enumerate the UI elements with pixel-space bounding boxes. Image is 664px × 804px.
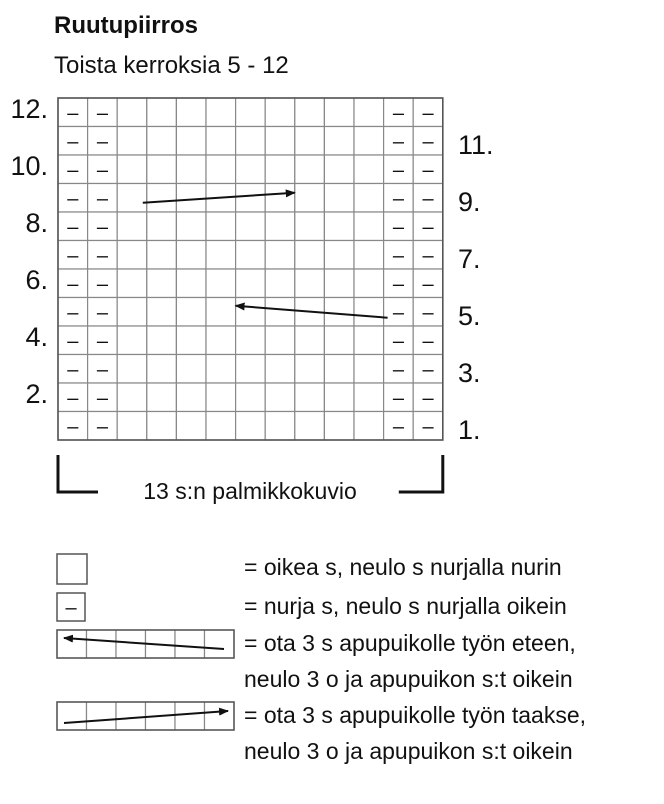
purl-symbol: – <box>422 301 434 324</box>
knit-cell <box>147 127 177 156</box>
knit-cell <box>206 298 236 327</box>
legend-cable-cell <box>175 702 205 730</box>
purl-symbol: – <box>96 216 108 239</box>
knit-cell <box>236 326 266 355</box>
purl-symbol: – <box>392 159 404 182</box>
legend-text: = nurja s, neulo s nurjalla oikein <box>244 593 567 619</box>
knit-cell <box>117 298 147 327</box>
knit-cell <box>236 241 266 270</box>
knit-cell <box>354 155 384 184</box>
row-label-right: 11. <box>458 129 494 160</box>
purl-symbol: – <box>422 330 434 353</box>
knit-cell <box>265 355 295 384</box>
knit-cell <box>295 269 325 298</box>
repeat-label <box>58 478 442 505</box>
knit-cell <box>354 383 384 412</box>
knit-cell <box>236 412 266 441</box>
knit-cell <box>236 212 266 241</box>
knit-cell <box>176 383 206 412</box>
knit-cell <box>324 298 354 327</box>
knit-cell <box>324 212 354 241</box>
purl-symbol: – <box>392 244 404 267</box>
knit-cell <box>147 412 177 441</box>
knit-cell <box>117 212 147 241</box>
knit-cell <box>324 155 354 184</box>
knit-cell <box>176 98 206 127</box>
purl-symbol: – <box>96 159 108 182</box>
knit-cell <box>147 326 177 355</box>
knit-cell <box>147 383 177 412</box>
knit-cell <box>117 383 147 412</box>
purl-symbol: – <box>67 330 79 353</box>
knit-cell <box>206 383 236 412</box>
knit-cell <box>265 212 295 241</box>
knit-cell <box>147 98 177 127</box>
knit-cell <box>206 127 236 156</box>
row-label-right: 1. <box>458 414 481 445</box>
purl-symbol: – <box>96 358 108 381</box>
knit-cell <box>206 326 236 355</box>
row-label-left: 6. <box>25 265 48 295</box>
purl-symbol: – <box>96 102 108 125</box>
knit-cell <box>206 412 236 441</box>
purl-symbol: – <box>67 358 79 381</box>
knit-cell <box>295 184 325 213</box>
chart-subtitle: Toista kerroksia 5 - 12 <box>54 52 289 79</box>
knit-cell <box>324 98 354 127</box>
knit-cell <box>117 98 147 127</box>
knit-cell <box>324 127 354 156</box>
purl-symbol: – <box>67 415 79 438</box>
purl-symbol: – <box>392 130 404 153</box>
purl-symbol: – <box>392 273 404 296</box>
purl-symbol: – <box>96 187 108 210</box>
knit-cell <box>354 184 384 213</box>
knit-cell <box>295 355 325 384</box>
row-label-right: 5. <box>458 300 481 331</box>
knit-cell <box>354 127 384 156</box>
knit-cell <box>176 269 206 298</box>
purl-symbol: – <box>67 159 79 182</box>
knit-cell <box>265 412 295 441</box>
legend-cable-cell <box>205 702 235 730</box>
purl-symbol: – <box>67 244 79 267</box>
knit-cell <box>324 412 354 441</box>
legend-text: = oikea s, neulo s nurjalla nurin <box>244 554 562 580</box>
knit-cell <box>354 269 384 298</box>
knit-cell <box>295 412 325 441</box>
knit-cell <box>117 241 147 270</box>
knit-cell <box>206 155 236 184</box>
knit-cell <box>295 383 325 412</box>
purl-symbol: – <box>67 102 79 125</box>
knit-cell <box>265 241 295 270</box>
knit-cell <box>324 383 354 412</box>
knit-cell <box>206 241 236 270</box>
knit-cell <box>117 355 147 384</box>
knit-cell <box>176 355 206 384</box>
knit-cell <box>147 241 177 270</box>
legend-text: neulo 3 o ja apupuikon s:t oikein <box>244 666 573 692</box>
chart-title: Ruutupiirros <box>54 12 198 39</box>
row-label-right: 7. <box>458 243 481 274</box>
purl-symbol: – <box>67 387 79 410</box>
purl-symbol: – <box>67 273 79 296</box>
legend-cable-cell <box>116 702 146 730</box>
legend-cable-cell <box>87 630 117 658</box>
knit-cell <box>295 155 325 184</box>
knit-cell <box>236 127 266 156</box>
knit-cell <box>295 212 325 241</box>
knit-cell <box>206 269 236 298</box>
knit-cell <box>117 127 147 156</box>
knit-cell <box>147 355 177 384</box>
purl-symbol: – <box>67 187 79 210</box>
knit-cell <box>176 127 206 156</box>
knit-cell <box>354 241 384 270</box>
knit-cell <box>147 212 177 241</box>
knit-cell <box>295 127 325 156</box>
knit-cell <box>117 184 147 213</box>
purl-symbol: – <box>422 187 434 210</box>
purl-symbol: – <box>96 415 108 438</box>
legend-cable-cell <box>57 630 87 658</box>
knit-cell <box>265 155 295 184</box>
repeat-label-text: 13 s:n palmikkokuvio <box>133 478 367 504</box>
purl-symbol: – <box>96 301 108 324</box>
purl-symbol: – <box>67 216 79 239</box>
knit-cell <box>117 269 147 298</box>
row-label-right: 3. <box>458 357 481 388</box>
purl-symbol: – <box>67 301 79 324</box>
knit-cell <box>324 355 354 384</box>
legend-cable-cell <box>175 630 205 658</box>
knit-cell <box>147 155 177 184</box>
purl-symbol: – <box>422 273 434 296</box>
knit-cell <box>265 184 295 213</box>
knit-cell <box>147 269 177 298</box>
purl-symbol: – <box>422 216 434 239</box>
knit-cell <box>324 184 354 213</box>
knit-cell <box>295 241 325 270</box>
row-label-left: 4. <box>25 322 48 352</box>
purl-symbol: – <box>392 415 404 438</box>
legend-cable-cell <box>205 630 235 658</box>
knit-cell <box>117 155 147 184</box>
purl-symbol: – <box>422 415 434 438</box>
knit-cell <box>176 155 206 184</box>
knit-cell <box>354 355 384 384</box>
knit-cell <box>176 412 206 441</box>
legend-text: = ota 3 s apupuikolle työn taakse, <box>244 702 587 728</box>
knit-cell <box>236 355 266 384</box>
knit-cell <box>354 412 384 441</box>
knit-cell <box>295 326 325 355</box>
knit-cell <box>176 241 206 270</box>
purl-symbol: – <box>96 244 108 267</box>
knit-cell <box>354 98 384 127</box>
knit-cell <box>324 326 354 355</box>
knit-cell <box>236 98 266 127</box>
purl-symbol: – <box>422 130 434 153</box>
knit-cell <box>265 326 295 355</box>
knit-cell <box>176 212 206 241</box>
purl-symbol: – <box>392 330 404 353</box>
knit-cell <box>265 127 295 156</box>
row-label-left: 12. <box>10 94 48 124</box>
knit-cell <box>265 383 295 412</box>
knit-cell <box>324 269 354 298</box>
legend-purl-symbol: – <box>65 597 77 619</box>
knit-cell <box>265 269 295 298</box>
legend-cable-cell <box>87 702 117 730</box>
knit-cell <box>147 298 177 327</box>
knit-cell <box>236 184 266 213</box>
purl-symbol: – <box>392 358 404 381</box>
legend-knit-box <box>57 554 87 584</box>
purl-symbol: – <box>96 273 108 296</box>
purl-symbol: – <box>422 244 434 267</box>
legend-cable-cell <box>57 702 87 730</box>
knit-cell <box>354 298 384 327</box>
knit-cell <box>324 241 354 270</box>
purl-symbol: – <box>392 301 404 324</box>
knit-cell <box>265 298 295 327</box>
purl-symbol: – <box>392 187 404 210</box>
knit-cell <box>176 184 206 213</box>
purl-symbol: – <box>422 102 434 125</box>
knit-cell <box>147 184 177 213</box>
knit-cell <box>117 412 147 441</box>
purl-symbol: – <box>392 216 404 239</box>
knit-cell <box>176 298 206 327</box>
row-label-left: 2. <box>25 379 48 409</box>
purl-symbol: – <box>96 330 108 353</box>
row-label-left: 10. <box>10 151 48 181</box>
knit-cell <box>236 383 266 412</box>
knit-cell <box>236 298 266 327</box>
knit-cell <box>354 212 384 241</box>
purl-symbol: – <box>422 159 434 182</box>
knit-cell <box>176 326 206 355</box>
legend-text: = ota 3 s apupuikolle työn eteen, <box>244 630 576 656</box>
purl-symbol: – <box>422 387 434 410</box>
knit-cell <box>295 98 325 127</box>
purl-symbol: – <box>392 387 404 410</box>
purl-symbol: – <box>422 358 434 381</box>
purl-symbol: – <box>67 130 79 153</box>
knit-cell <box>206 212 236 241</box>
knit-cell <box>236 269 266 298</box>
purl-symbol: – <box>96 387 108 410</box>
knit-cell <box>206 98 236 127</box>
knit-cell <box>354 326 384 355</box>
knit-cell <box>236 155 266 184</box>
knit-cell <box>117 326 147 355</box>
row-label-left: 8. <box>25 208 48 238</box>
legend-text: neulo 3 o ja apupuikon s:t oikein <box>244 738 573 764</box>
row-label-right: 9. <box>458 186 481 217</box>
purl-symbol: – <box>392 102 404 125</box>
knit-cell <box>265 98 295 127</box>
purl-symbol: – <box>96 130 108 153</box>
knit-cell <box>206 355 236 384</box>
